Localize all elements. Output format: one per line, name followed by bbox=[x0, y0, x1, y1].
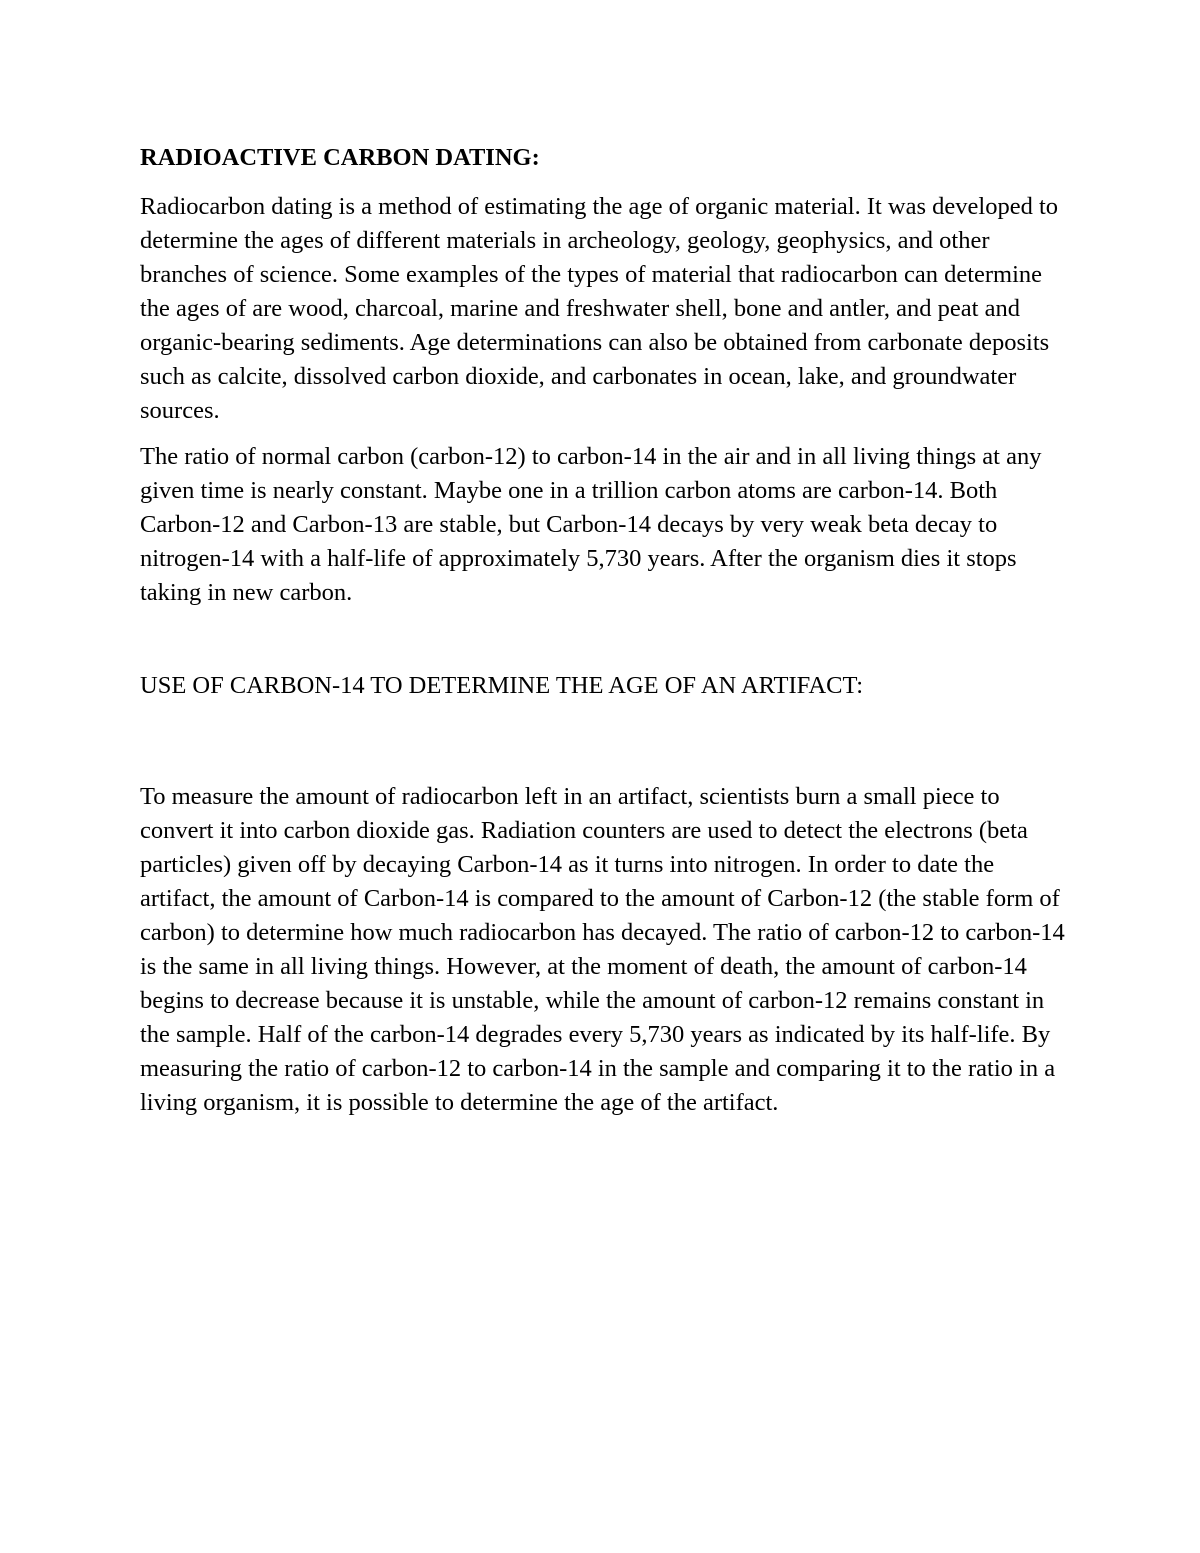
intro-paragraph-2: The ratio of normal carbon (carbon-12) to carbon-14 in the air and in all living things at any given time is nearly constant. Maybe one in a trillion carbon atoms are carbon-14. Both Carbon-12 and Carbon-13 are stable, but Carbon-14 decays by very weak beta decay to nitrogen-14 with a half-life of approximately 5,730 years. After the organism dies it stops taking in new carbon. bbox=[140, 443, 1042, 606]
document-body bbox=[140, 142, 1070, 1132]
intro-paragraph-1: Radiocarbon dating is a method of estimating the age of organic material. It was developed to determine the ages of different materials in archeology, geology, geophysics, and other branches of science. Some examples of the types of material that radiocarbon can determine the ages of are wood, charcoal, marine and freshwater shell, bone and antler, and peat and organic-bearing sediments. Age determinations can also be obtained from carbonate deposits such as calcite, dissolved carbon dioxide, and carbonates in ocean, lake, and groundwater sources. bbox=[140, 193, 1059, 424]
document-title: RADIOACTIVE CARBON DATING: bbox=[140, 144, 540, 171]
section-paragraph: To measure the amount of radiocarbon left in an artifact, scientists burn a small piece to convert it into carbon dioxide gas. Radiation counters are used to detect the electrons (beta particles) given off by decaying Carbon-14 as it turns into nitrogen. In order to date the artifact, the amount of Carbon-14 is compared to the amount of Carbon-12 (the stable form of carbon) to determine how much radiocarbon has decayed. The ratio of carbon-12 to carbon-14 is the same in all living things. However, at the moment of death, the amount of carbon-14 begins to decrease because it is unstable, while the amount of carbon-12 remains constant in the sample. Half of the carbon-14 degrades every 5,730 years as indicated by its half-life. By measuring the ratio of carbon-12 to carbon-14 in the sample and comparing it to the ratio in a living organism, it is possible to determine the age of the artifact. bbox=[140, 783, 1065, 1116]
section-heading: USE OF CARBON-14 TO DETERMINE THE AGE OF AN ARTIFACT: bbox=[140, 672, 864, 699]
